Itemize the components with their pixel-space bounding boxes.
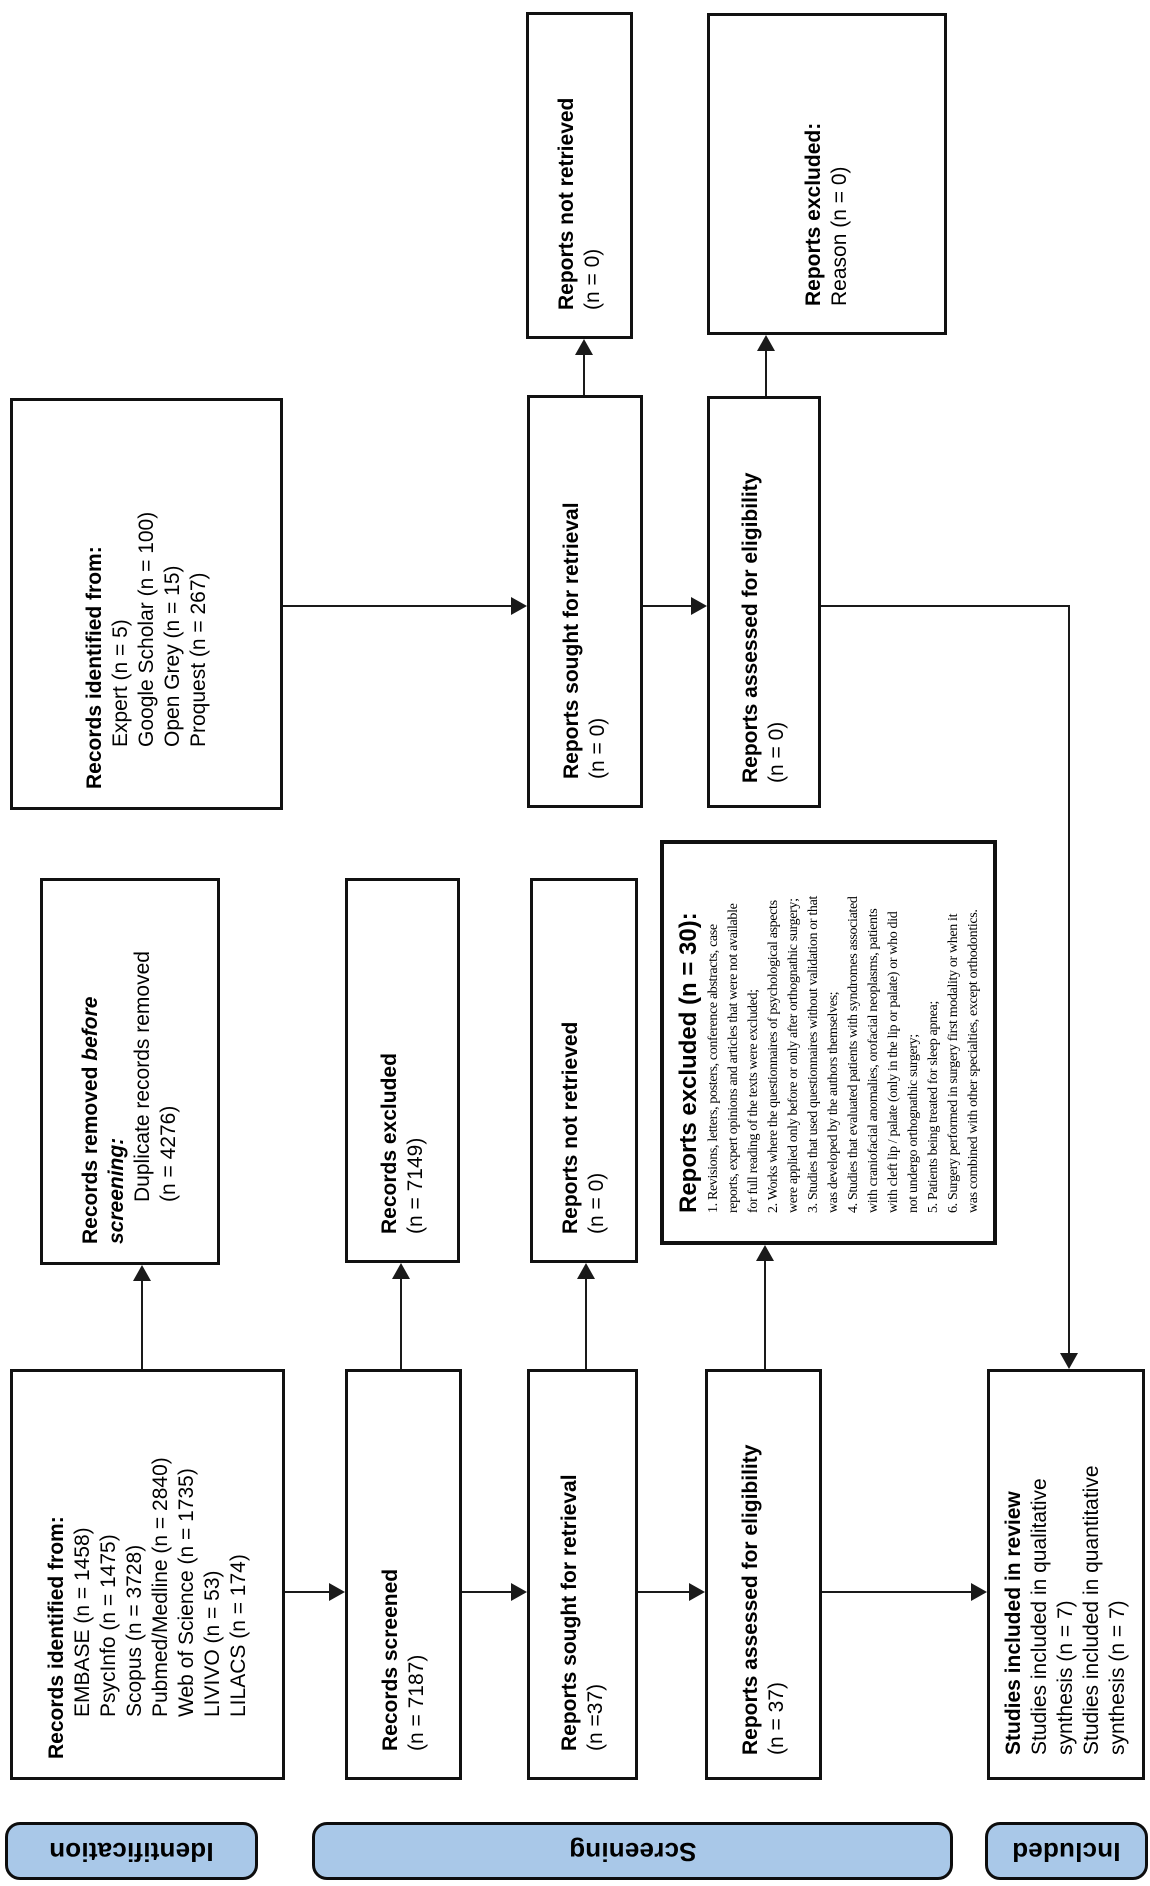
box-content xyxy=(533,881,635,1260)
box-title: Records removed before xyxy=(79,996,102,1244)
box-title: Reports not retrieved xyxy=(559,1021,582,1234)
arrowhead xyxy=(577,1263,595,1279)
box-line: Expert (n = 5) xyxy=(108,619,132,747)
box-line: Google Scholar (n = 100) xyxy=(134,511,158,747)
box-content xyxy=(348,881,457,1260)
box-line: (n = 4276) xyxy=(157,1105,180,1202)
box-title: Reports excluded: xyxy=(802,122,825,306)
box-count: (n = 0) xyxy=(765,721,788,783)
arrowhead xyxy=(511,1583,527,1601)
connector-sought-to-assessed xyxy=(638,1591,689,1593)
connector-sought-secondary-to-not-retrieved xyxy=(583,355,585,395)
box-records-identified-secondary xyxy=(10,398,283,810)
arrowhead xyxy=(756,1245,774,1261)
box-count: (n = 7149) xyxy=(403,1137,427,1234)
box-title: Reports assessed for eligibility xyxy=(739,472,762,783)
box-content xyxy=(529,15,630,336)
box-title: Records screened xyxy=(378,1568,402,1751)
box-reports-assessed-secondary xyxy=(707,396,821,808)
box-content xyxy=(530,398,640,805)
box-line: 2. Works where the questionnaires of psychological aspects xyxy=(765,900,781,1213)
box-title: Reports sought for retrieval xyxy=(557,1474,581,1751)
box-records-identified-databases xyxy=(10,1369,285,1780)
box-count: (n = 7187) xyxy=(404,1654,428,1751)
box-reports-sought xyxy=(527,1369,638,1780)
box-reports-excluded-secondary xyxy=(707,13,947,335)
box-line: Web of Science (n = 1735) xyxy=(174,1468,198,1717)
box-reports-not-retrieved-secondary xyxy=(526,12,633,339)
box-title-line-2: screening: xyxy=(105,1137,128,1244)
box-count: (n = 0) xyxy=(586,717,609,779)
arrowhead xyxy=(689,1583,705,1601)
box-content xyxy=(348,1372,459,1777)
connector-identified-secondary-to-sought xyxy=(283,605,511,607)
box-line: Duplicate records removed xyxy=(131,951,154,1202)
box-line: LIVIVO (n = 53) xyxy=(200,1570,224,1717)
box-studies-included xyxy=(987,1369,1145,1780)
arrowhead xyxy=(757,335,775,351)
arrowhead xyxy=(511,597,527,615)
box-line: Studies included in qualitative xyxy=(1028,1478,1051,1755)
box-count: (n = 0) xyxy=(580,248,604,310)
box-line: with craniofacial anomalies, orofacial neoplasms, patients xyxy=(865,908,881,1213)
box-reports-not-retrieved xyxy=(530,878,638,1263)
stage-bar-identification xyxy=(5,1822,258,1880)
box-line: was combined with other specialties, except orthodontics. xyxy=(965,909,981,1213)
box-line: PsycInfo (n = 1475) xyxy=(96,1534,120,1717)
box-title: Records excluded xyxy=(377,1053,401,1234)
box-content xyxy=(13,401,280,807)
stage-label-included: Included xyxy=(1012,1836,1121,1867)
box-line: Open Grey (n = 15) xyxy=(160,565,184,747)
arrowhead xyxy=(691,597,707,615)
box-line: 4. Studies that evaluated patients with syndromes associated xyxy=(845,896,861,1213)
connector-assessed-secondary-elbow-vertical xyxy=(1068,605,1070,1354)
box-line: EMBASE (n = 1458) xyxy=(70,1527,94,1717)
box-content xyxy=(43,881,217,1262)
box-title: Studies included in review xyxy=(1002,1491,1025,1755)
stage-label-identification: Identification xyxy=(49,1836,214,1867)
box-line: 1. Revisions, letters, posters, conference abstracts, case xyxy=(705,924,721,1213)
connector-assessed-to-included xyxy=(822,1591,971,1593)
box-content xyxy=(708,1372,819,1777)
connector-assessed-secondary-elbow-horizontal xyxy=(821,605,1070,607)
arrowhead xyxy=(575,339,593,355)
connector-sought-secondary-to-assessed xyxy=(643,605,691,607)
box-line: Studies included in quantitative xyxy=(1080,1465,1103,1755)
connector-identified-to-removed xyxy=(141,1281,143,1369)
box-line: Pubmed/Medline (n = 2840) xyxy=(148,1457,172,1717)
connector-assessed-secondary-to-excluded xyxy=(765,351,767,396)
box-records-screened xyxy=(345,1369,462,1780)
arrowhead xyxy=(329,1583,345,1601)
box-line: 5. Patients being treated for sleep apnea; xyxy=(925,1001,941,1213)
box-title: Reports excluded (n = 30): xyxy=(674,912,702,1213)
connector-sought-to-not-retrieved xyxy=(585,1279,587,1369)
box-reports-sought-secondary xyxy=(527,395,643,808)
stage-label-screening: Screening xyxy=(568,1836,697,1867)
arrowhead xyxy=(392,1263,410,1279)
box-count: Reason (n = 0) xyxy=(828,166,851,306)
box-reports-excluded-reasons xyxy=(660,840,997,1245)
box-line: were applied only before or only after orthognathic surgery; xyxy=(785,898,801,1213)
box-line: 6. Surgery performed in surgery first modality or when it xyxy=(945,913,961,1213)
stage-bar-screening xyxy=(312,1822,953,1880)
box-line: was developed by the authors themselves; xyxy=(825,991,841,1213)
box-line: 3. Studies that used questionnaires without validation or that xyxy=(805,896,821,1213)
box-content xyxy=(664,844,993,1241)
box-line: Scopus (n = 3728) xyxy=(122,1544,146,1717)
box-line: with cleft lip / palate (only in the lip or palate) or who did xyxy=(885,911,901,1213)
box-reports-assessed xyxy=(705,1369,822,1780)
box-count: (n = 37) xyxy=(764,1682,788,1755)
box-count: (n = 0) xyxy=(585,1172,608,1234)
stage-bar-included xyxy=(985,1822,1148,1880)
box-title: Reports not retrieved xyxy=(554,97,578,310)
box-count: (n =37) xyxy=(583,1683,607,1751)
box-title: Reports sought for retrieval xyxy=(560,502,583,779)
box-line: for full reading of the texts were excluded; xyxy=(745,989,761,1213)
arrowhead xyxy=(1060,1353,1078,1369)
box-records-excluded xyxy=(345,878,460,1263)
box-line: synthesis (n = 7) xyxy=(1054,1600,1077,1755)
connector-screened-to-sought xyxy=(462,1591,511,1593)
arrowhead xyxy=(971,1583,987,1601)
box-title: Reports assessed for eligibility xyxy=(738,1444,762,1755)
box-content xyxy=(13,1372,282,1777)
box-title: Records identified from: xyxy=(44,1516,68,1759)
box-line: LILACS (n = 174) xyxy=(226,1554,250,1717)
box-line: Proquest (n = 267) xyxy=(186,572,210,747)
box-records-removed-before-screening xyxy=(40,878,220,1265)
box-content xyxy=(990,1372,1142,1777)
box-content xyxy=(530,1372,635,1777)
box-title: Records identified from: xyxy=(82,546,106,789)
box-line: reports, expert opinions and articles that were not available xyxy=(725,903,741,1213)
arrowhead xyxy=(133,1265,151,1281)
connector-identified-to-screened xyxy=(285,1591,329,1593)
box-content xyxy=(710,399,818,805)
box-line: synthesis (n = 7) xyxy=(1106,1600,1129,1755)
box-line: not undergo orthognathic surgery; xyxy=(905,1034,921,1213)
connector-assessed-to-reasons xyxy=(764,1261,766,1369)
box-content xyxy=(710,16,944,332)
connector-screened-to-excluded xyxy=(400,1279,402,1369)
